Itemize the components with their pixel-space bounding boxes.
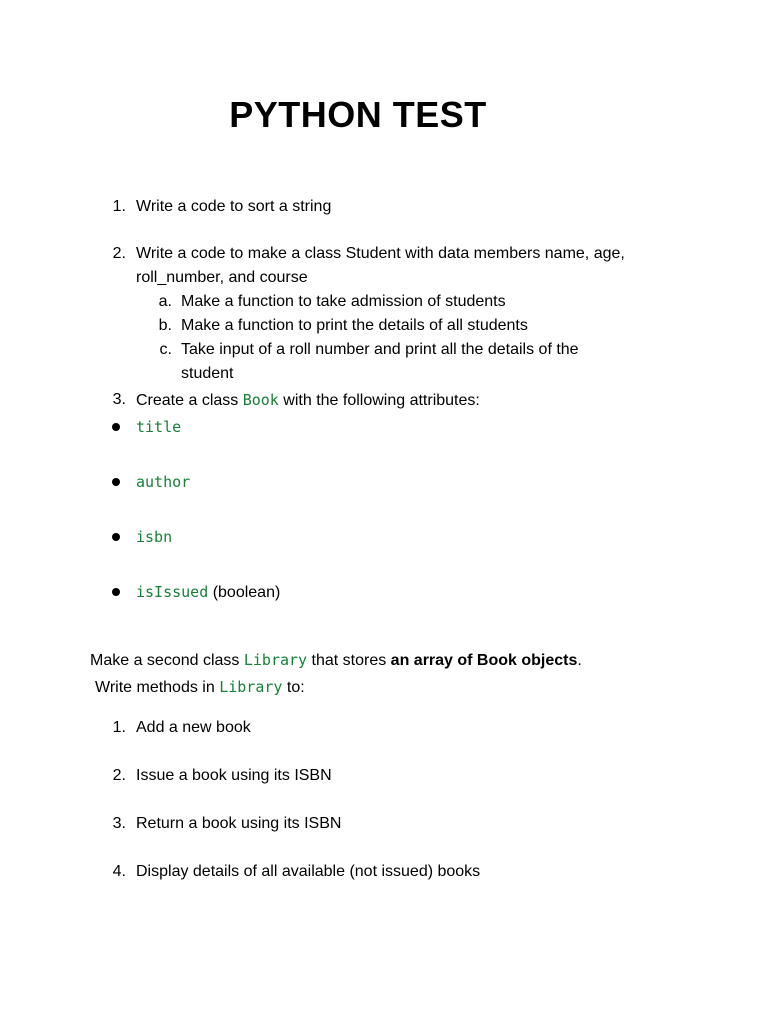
question-number: 3. <box>112 391 126 408</box>
attribute-note: (boolean) <box>208 584 281 601</box>
method-number: 4. <box>112 863 126 880</box>
text: . <box>577 652 582 669</box>
question-number: 2. <box>112 245 126 262</box>
attribute-item <box>136 470 190 495</box>
sub-item-text-continued: student <box>181 365 234 382</box>
attribute-name-code: isbn <box>136 528 173 546</box>
question-text-continued: roll_number, and course <box>136 269 308 286</box>
attribute-name-code: title <box>136 418 182 436</box>
text: to: <box>282 679 305 696</box>
sub-item-letter: b. <box>158 317 172 334</box>
class-name-code: Book <box>242 391 279 409</box>
question-text: Write a code to make a class Student with data members name, age, <box>136 245 625 262</box>
sub-item-text: Take input of a roll number and print all the details of the <box>181 341 579 358</box>
method-number: 3. <box>112 815 126 832</box>
bullet-icon <box>112 478 120 486</box>
attribute-name-code: isIssued <box>136 583 209 601</box>
text: that stores <box>307 652 391 669</box>
sub-item-letter: a. <box>158 293 172 310</box>
question-text: Write a code to sort a string <box>136 198 332 215</box>
attribute-item <box>136 525 172 550</box>
attribute-item <box>136 415 181 440</box>
class-name-code: Library <box>219 678 283 696</box>
bullet-icon <box>112 588 120 596</box>
question-number: 1. <box>112 198 126 215</box>
library-paragraph-line <box>95 675 305 700</box>
method-number: 2. <box>112 767 126 784</box>
bullet-icon <box>112 533 120 541</box>
attribute-name-code: author <box>136 473 191 491</box>
sub-item-text: Make a function to take admission of students <box>181 293 506 310</box>
text-after-class: with the following attributes: <box>278 392 480 409</box>
attribute-item <box>136 580 280 605</box>
bullet-icon <box>112 423 120 431</box>
method-text: Add a new book <box>136 719 251 736</box>
text: Make a second class <box>90 652 244 669</box>
sub-item-text: Make a function to print the details of all students <box>181 317 528 334</box>
text: Write methods in <box>95 679 220 696</box>
class-name-code: Library <box>243 651 308 669</box>
text-before-class: Create a class <box>136 392 243 409</box>
bold-text: an array of Book objects <box>390 652 578 669</box>
method-text: Issue a book using its ISBN <box>136 767 332 784</box>
method-text: Display details of all available (not issued) books <box>136 863 481 880</box>
method-text: Return a book using its ISBN <box>136 815 342 832</box>
page-title: PYTHON TEST <box>229 94 487 135</box>
method-number: 1. <box>112 719 126 736</box>
question-text <box>136 388 480 413</box>
library-paragraph-line <box>90 648 582 673</box>
sub-item-letter: c. <box>159 341 172 358</box>
